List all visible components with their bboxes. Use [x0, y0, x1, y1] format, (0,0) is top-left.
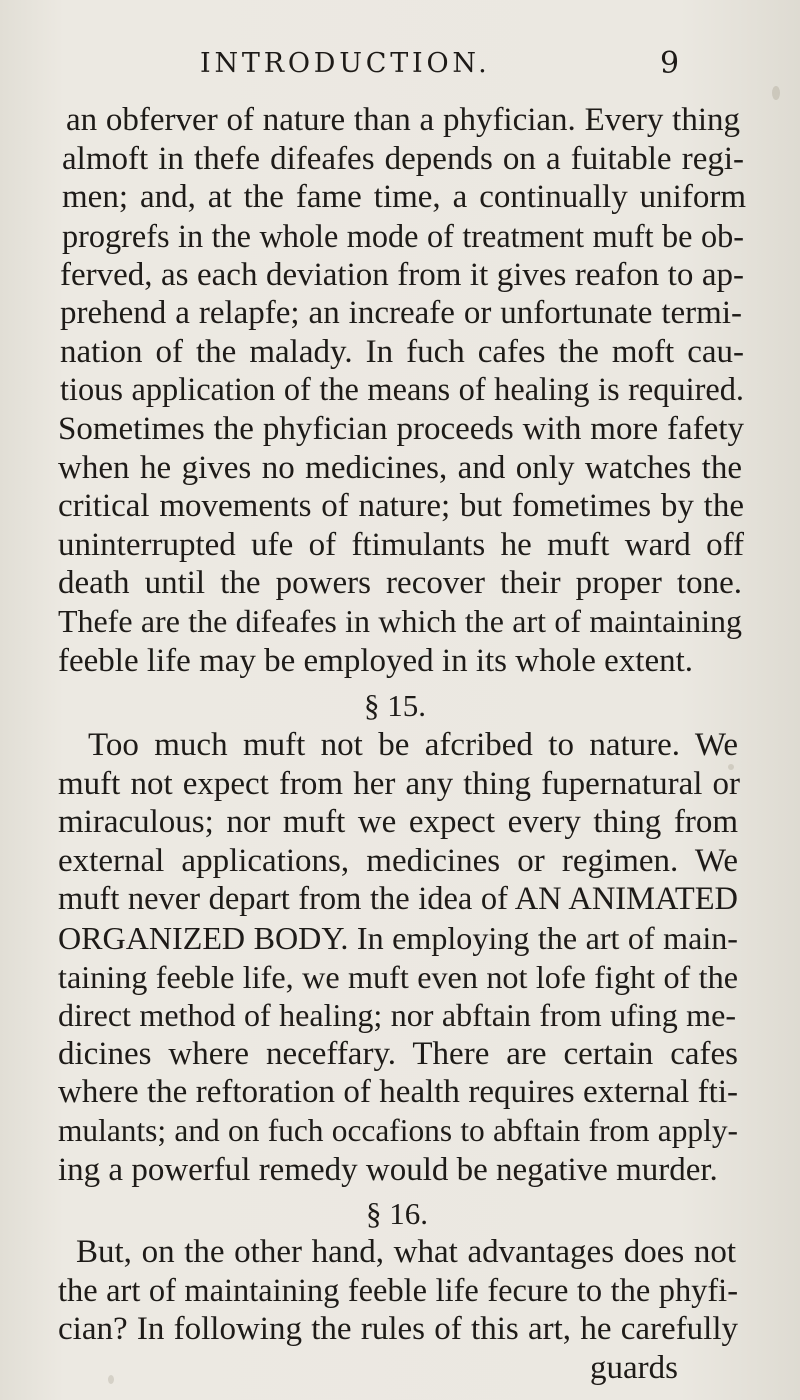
- text-line: feeble life may be employed in its whole extent.: [58, 642, 694, 679]
- text-line: mulants; and on fuch occafions to abftain from apply-: [58, 1113, 738, 1148]
- text-line: taining feeble life, we muft even not lofe fight of the: [58, 958, 738, 995]
- text-line: uninterrupted ufe of ftimulants he muft ward off: [58, 526, 744, 563]
- text-line: cian? In following the rules of this art, he carefully: [58, 1311, 738, 1348]
- text-line: when he gives no medicines, and only watches the: [58, 449, 742, 486]
- text-line: men; and, at the fame time, a continually uniform: [62, 179, 746, 216]
- text-line: miraculous; nor muft we expect every thing from: [58, 804, 738, 841]
- text-line: Too much muft not be afcribed to nature. We: [88, 726, 738, 763]
- text-line: Thefe are the difeafes in which the art of maintaining: [58, 604, 742, 639]
- catchword: guards: [590, 1350, 678, 1386]
- text-line: tious application of the means of healing is required.: [60, 372, 744, 409]
- text-line: dicines where neceffary. There are certain cafes: [58, 1035, 738, 1072]
- text-line: external applications, medicines or regimen. We: [58, 842, 738, 879]
- text-line: an obferver of nature than a phyfician. Every thing: [66, 102, 740, 138]
- running-head: INTRODUCTION.: [200, 48, 491, 79]
- text-line: the art of maintaining feeble life fecure to the phyfi-: [58, 1272, 738, 1309]
- text-line: ferved, as each deviation from it gives reafon to ap-: [60, 256, 744, 293]
- text-line: prehend a relapfe; an increafe or unfortunate termi-: [60, 295, 742, 332]
- section-heading-15: § 15.: [364, 688, 426, 724]
- page-header: [0, 48, 800, 88]
- paper-stain: [772, 86, 780, 100]
- text-line: progrefs in the whole mode of treatment muft be ob-: [62, 217, 744, 254]
- text-line: nation of the malady. In fuch cafes the moft cau-: [60, 333, 744, 370]
- text-line: direct method of healing; nor abftain from ufing me-: [58, 997, 736, 1034]
- paper-stain: [108, 1375, 114, 1384]
- section-heading-16: § 16.: [366, 1195, 428, 1231]
- text-line: almoft in thefe difeafes depends on a fuitable regi-: [62, 140, 744, 177]
- text-line: ing a powerful remedy would be negative murder.: [58, 1151, 718, 1188]
- text-line: Sometimes the phyfician proceeds with more fafety: [58, 410, 744, 447]
- text-line: muft never depart from the idea of AN ANIMATED: [58, 881, 738, 918]
- page-number: 9: [660, 46, 680, 81]
- text-line: critical movements of nature; but fometimes by the: [58, 488, 744, 525]
- text-line: death until the powers recover their proper tone.: [58, 565, 742, 602]
- text-line: But, on the other hand, what advantages does not: [76, 1234, 736, 1271]
- text-line: muft not expect from her any thing fupernatural or: [58, 765, 740, 802]
- text-line: ORGANIZED BODY. In employing the art of main-: [58, 920, 738, 956]
- text-line: where the reftoration of health requires external fti-: [58, 1074, 738, 1111]
